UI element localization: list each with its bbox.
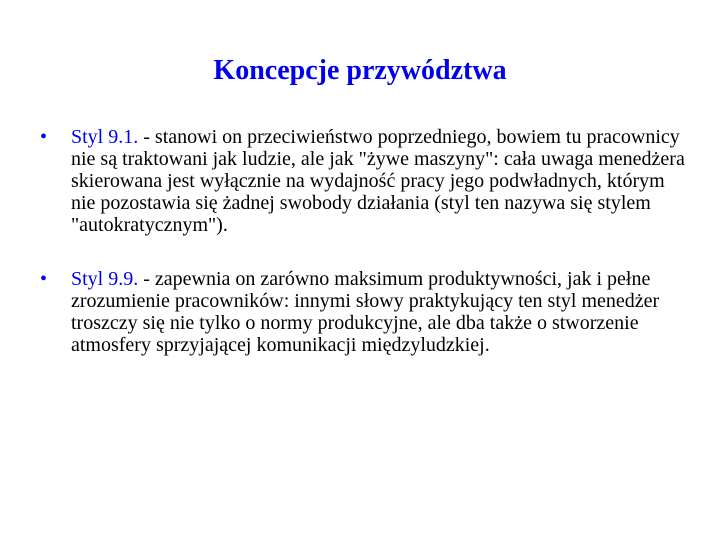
bullet-icon: • (40, 268, 48, 290)
bullet-icon: • (40, 126, 48, 148)
slide-title: Koncepcje przywództwa (213, 55, 507, 86)
bullet-text: - zapewnia on zarówno maksimum produktywności, jak i pełne zrozumienie pracowników: innymi słowy praktykujący ten styl menedżer troszczy się nie tylko o normy produkcyjne, ale dba także o stworzenie atmosfery sprzyjającej komunikacji międzyludzkiej. (71, 268, 660, 356)
bullet-text: - stanowi on przeciwieństwo poprzedniego, bowiem tu pracownicy nie są traktowani jak ludzie, ale jak "żywe maszyny": cała uwaga menedżera skierowana jest wyłącznie na wydajność pracy jego podwładnych, którym nie pozostawia się żadnej swobody działania (styl ten nazywa się stylem "autokratycznym"). (71, 126, 685, 236)
style-name: Styl 9.9. (71, 268, 139, 290)
bullet-item-style-9-1 (40, 126, 690, 236)
style-name: Styl 9.1. (71, 126, 139, 148)
bullet-list (40, 126, 690, 388)
bullet-item-style-9-9 (40, 268, 690, 356)
